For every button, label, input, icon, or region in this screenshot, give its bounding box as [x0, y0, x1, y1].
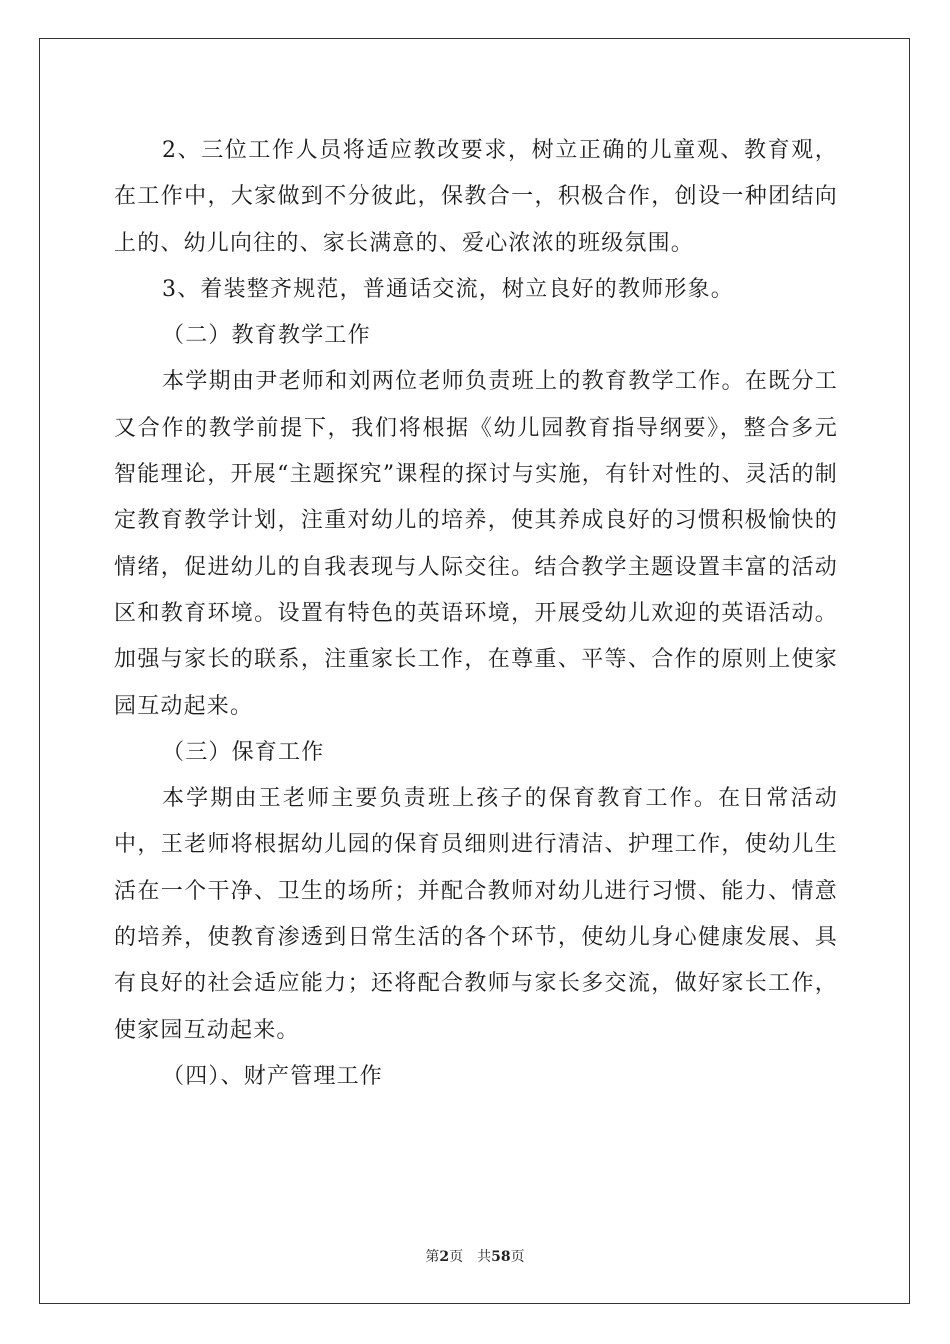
page-number: 2	[439, 1249, 450, 1265]
section-heading-care: （三）保育工作	[162, 739, 325, 765]
paragraph-item-2: 2、三位工作人员将适应教改要求，树立正确的儿童观、教育观，在工作中，大家做到不分彼此，保教合一，积极合作，创设一种团结向上的、幼儿向往的、家长满意的、爱心浓浓的班级氛围。	[114, 138, 838, 256]
document-body	[114, 128, 838, 1100]
section-heading-property: （四）、财产管理工作	[162, 1063, 384, 1089]
total-label-prefix: 共	[477, 1249, 492, 1265]
paragraph-teaching: 本学期由尹老师和刘两位老师负责班上的教育教学工作。在既分工又合作的教学前提下，我们将根据《幼儿园教育指导纲要》，整合多元智能理论，开展“主题探究”课程的探讨与实施，有针对性的、灵活的制定教育教学计划，注重对幼儿的培养，使其养成良好的习惯积极愉快的情绪，促进幼儿的自我表现与人际交往。结合教学主题设置丰富的活动区和教育环境。设置有特色的英语环境，开展受幼儿欢迎的英语活动。加强与家长的联系，注重家长工作，在尊重、平等、合作的原则上使家园互动起来。	[114, 369, 838, 719]
page-footer	[0, 1247, 950, 1267]
paragraph-item-3: 3、着装整齐规范，普通话交流，树立良好的教师形象。	[162, 276, 734, 302]
section-heading-teaching: （二）教育教学工作	[162, 323, 371, 349]
total-pages: 58	[491, 1249, 511, 1265]
paragraph-care: 本学期由王老师主要负责班上孩子的保育教育工作。在日常活动中，王老师将根据幼儿园的保育员细则进行清洁、护理工作，使幼儿生活在一个干净、卫生的场所；并配合教师对幼儿进行习惯、能力、情意的培养，使教育渗透到日常生活的各个环节，使幼儿身心健康发展、具有良好的社会适应能力；还将配合教师与家长多交流，做好家长工作，使家园互动起来。	[114, 786, 838, 1043]
page-label-suffix: 页	[449, 1249, 464, 1265]
total-label-suffix: 页	[510, 1249, 525, 1265]
page-label-prefix: 第	[425, 1249, 440, 1265]
